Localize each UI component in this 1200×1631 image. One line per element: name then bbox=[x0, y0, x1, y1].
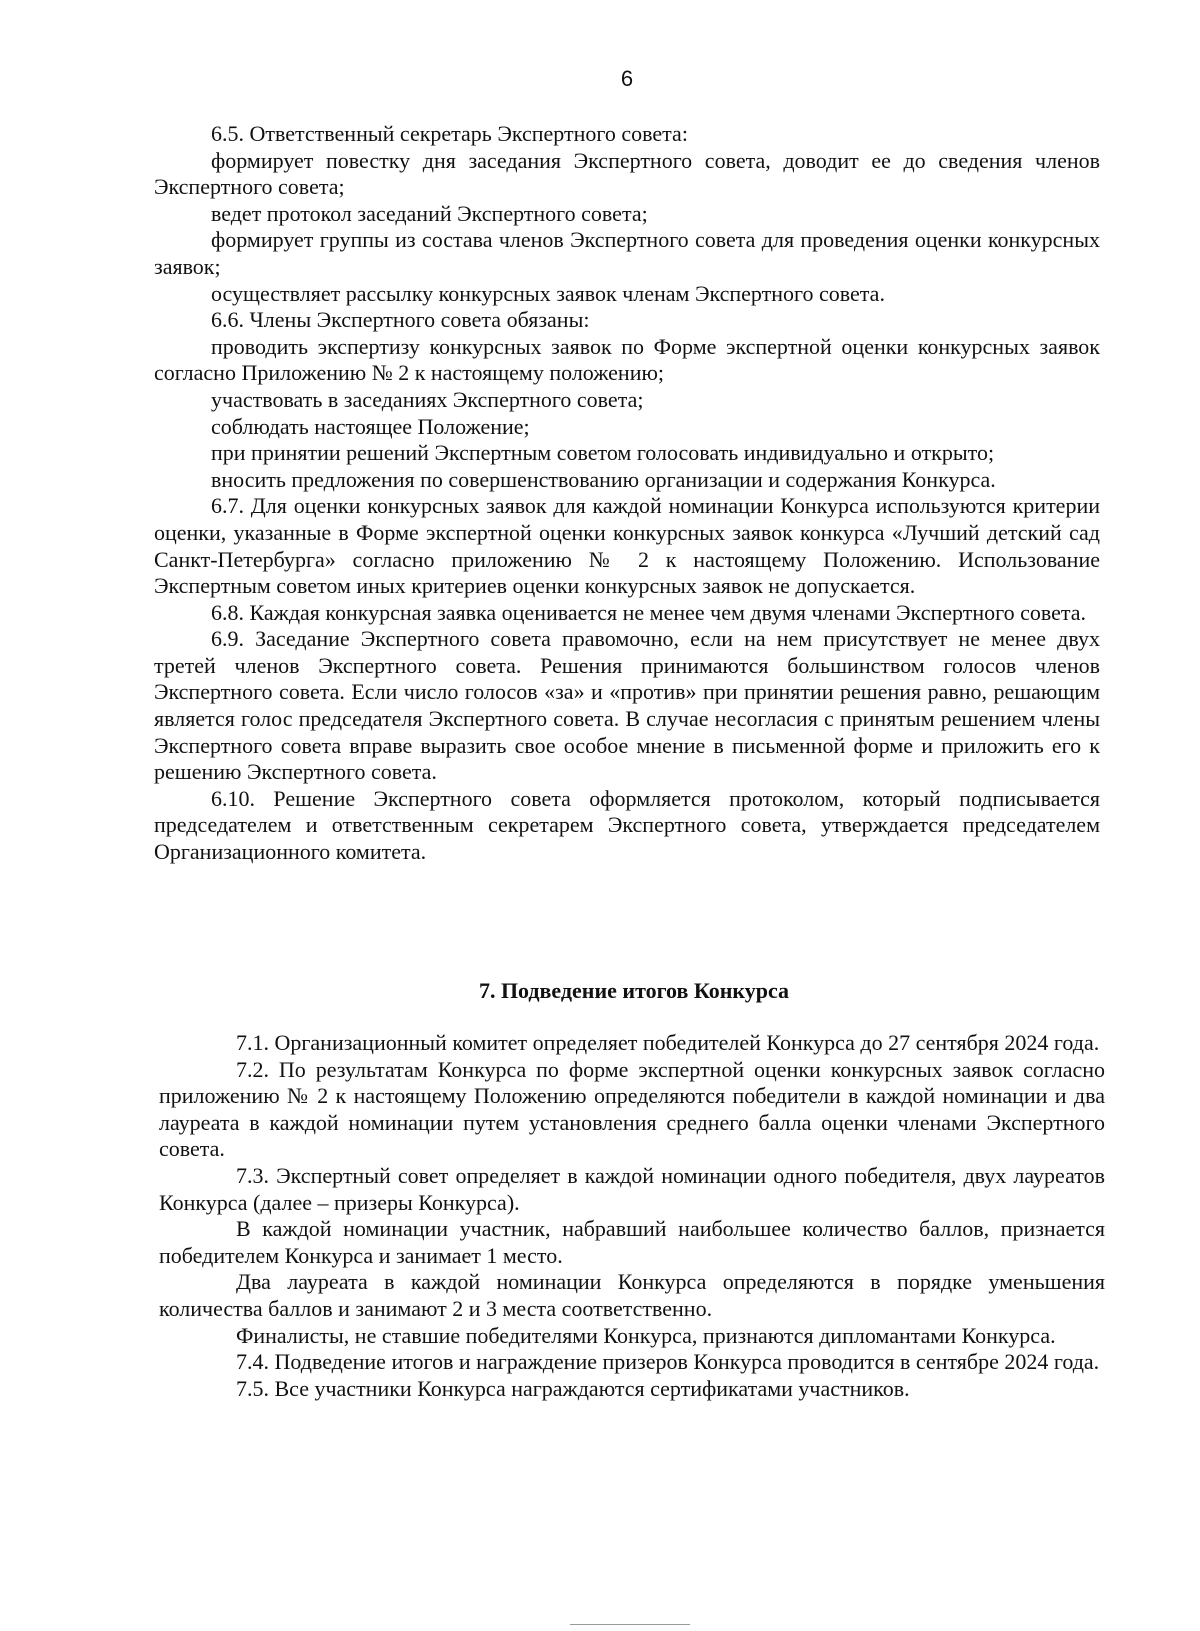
page-number: 6 bbox=[620, 66, 634, 91]
paragraph-6-7: 6.7. Для оценки конкурсных заявок для каждой номинации Конкурса используются критерии оценки, указанные в Форме экспертной оценки конкурсных заявок конкурса «Лучший детский сад Санкт-Петербурга» согласно приложению № 2 к настоящему Положению. Использование Экспертным советом иных критериев оценки конкурсных заявок не допускается. bbox=[154, 493, 1100, 599]
paragraph-members-voting: при принятии решений Экспертным советом голосовать индивидуально и открыто; bbox=[211, 440, 995, 466]
scan-artifact-line bbox=[570, 1624, 690, 1625]
paragraph-members-regulation: соблюдать настоящее Положение; bbox=[211, 413, 530, 439]
paragraph-7-3: 7.3. Экспертный совет определяет в каждой номинации одного победителя, двух лауреатов Конкурса (далее – призеры Конкурса). bbox=[159, 1162, 1105, 1215]
paragraph-members-proposals: вносить предложения по совершенствованию организации и содержания Конкурса. bbox=[211, 466, 996, 492]
paragraph-secretary-agenda: формирует повестку дня заседания Экспертного совета, доводит ее до сведения членов Экспертного совета; bbox=[154, 147, 1100, 200]
paragraph-7-1: 7.1. Организационный комитет определяет победителей Конкурса до 27 сентября 2024 года. bbox=[236, 1030, 1100, 1055]
paragraph-winner: В каждой номинации участник, набравший наибольшее количество баллов, признается победителем Конкурса и занимает 1 место. bbox=[159, 1216, 1105, 1268]
paragraph-7-2: 7.2. По результатам Конкурса по форме экспертной оценки конкурсных заявок согласно приложению № 2 к настоящему Положению определяются победители в каждой номинации и два лауреата в каждой номинации путем установления среднего балла оценки членами Экспертного совета. bbox=[159, 1056, 1105, 1162]
paragraph-7-4: 7.4. Подведение итогов и награждение призеров Конкурса проводится в сентябре 2024 года. bbox=[236, 1349, 1100, 1375]
section-7-body bbox=[159, 1030, 1105, 1402]
paragraph-laureates: Два лауреата в каждой номинации Конкурса определяются в порядке уменьшения количества баллов и занимают 2 и 3 места соответственно. bbox=[159, 1269, 1105, 1321]
paragraph-finalists: Финалисты, не ставшие победителями Конкурса, признаются дипломантами Конкурса. bbox=[236, 1322, 1056, 1348]
paragraph-6-5: 6.5. Ответственный секретарь Экспертного совета: bbox=[211, 121, 688, 146]
paragraph-secretary-mailing: осуществляет рассылку конкурсных заявок членам Экспертного совета. bbox=[211, 280, 885, 306]
section-6-body bbox=[154, 121, 1100, 866]
paragraph-members-meetings: участвовать в заседаниях Экспертного совета; bbox=[211, 386, 644, 412]
paragraph-6-9: 6.9. Заседание Экспертного совета правомочно, если на нем присутствует не менее двух третей членов Экспертного совета. Решения принимаются большинством голосов членов Экспертного совета. Если число голосов «за» и «против» при принятии решения равно, решающим является голос председателя Экспертного совета. В случае несогласия с принятым решением члены Экспертного совета вправе выразить свое особое мнение в письменной форме и приложить его к решению Экспертного совета. bbox=[154, 626, 1100, 785]
paragraph-6-6: 6.6. Члены Экспертного совета обязаны: bbox=[211, 307, 590, 333]
section-7-heading: 7. Подведение итогов Конкурса bbox=[478, 978, 790, 1003]
paragraph-members-expertise: проводить экспертизу конкурсных заявок по Форме экспертной оценки конкурсных заявок согласно Приложению № 2 к настоящему положению; bbox=[154, 333, 1100, 386]
paragraph-6-8: 6.8. Каждая конкурсная заявка оценивается не менее чем двумя членами Экспертного совета. bbox=[211, 599, 1087, 625]
paragraph-secretary-minutes: ведет протокол заседаний Экспертного совета; bbox=[211, 200, 648, 226]
paragraph-6-10: 6.10. Решение Экспертного совета оформляется протоколом, который подписывается председателем и ответственным секретарем Экспертного совета, утверждается председателем Организационного комитета. bbox=[154, 785, 1100, 865]
paragraph-7-5: 7.5. Все участники Конкурса награждаются сертификатами участников. bbox=[236, 1375, 910, 1401]
paragraph-secretary-groups: формирует группы из состава членов Экспертного совета для проведения оценки конкурсных заявок; bbox=[154, 227, 1100, 279]
